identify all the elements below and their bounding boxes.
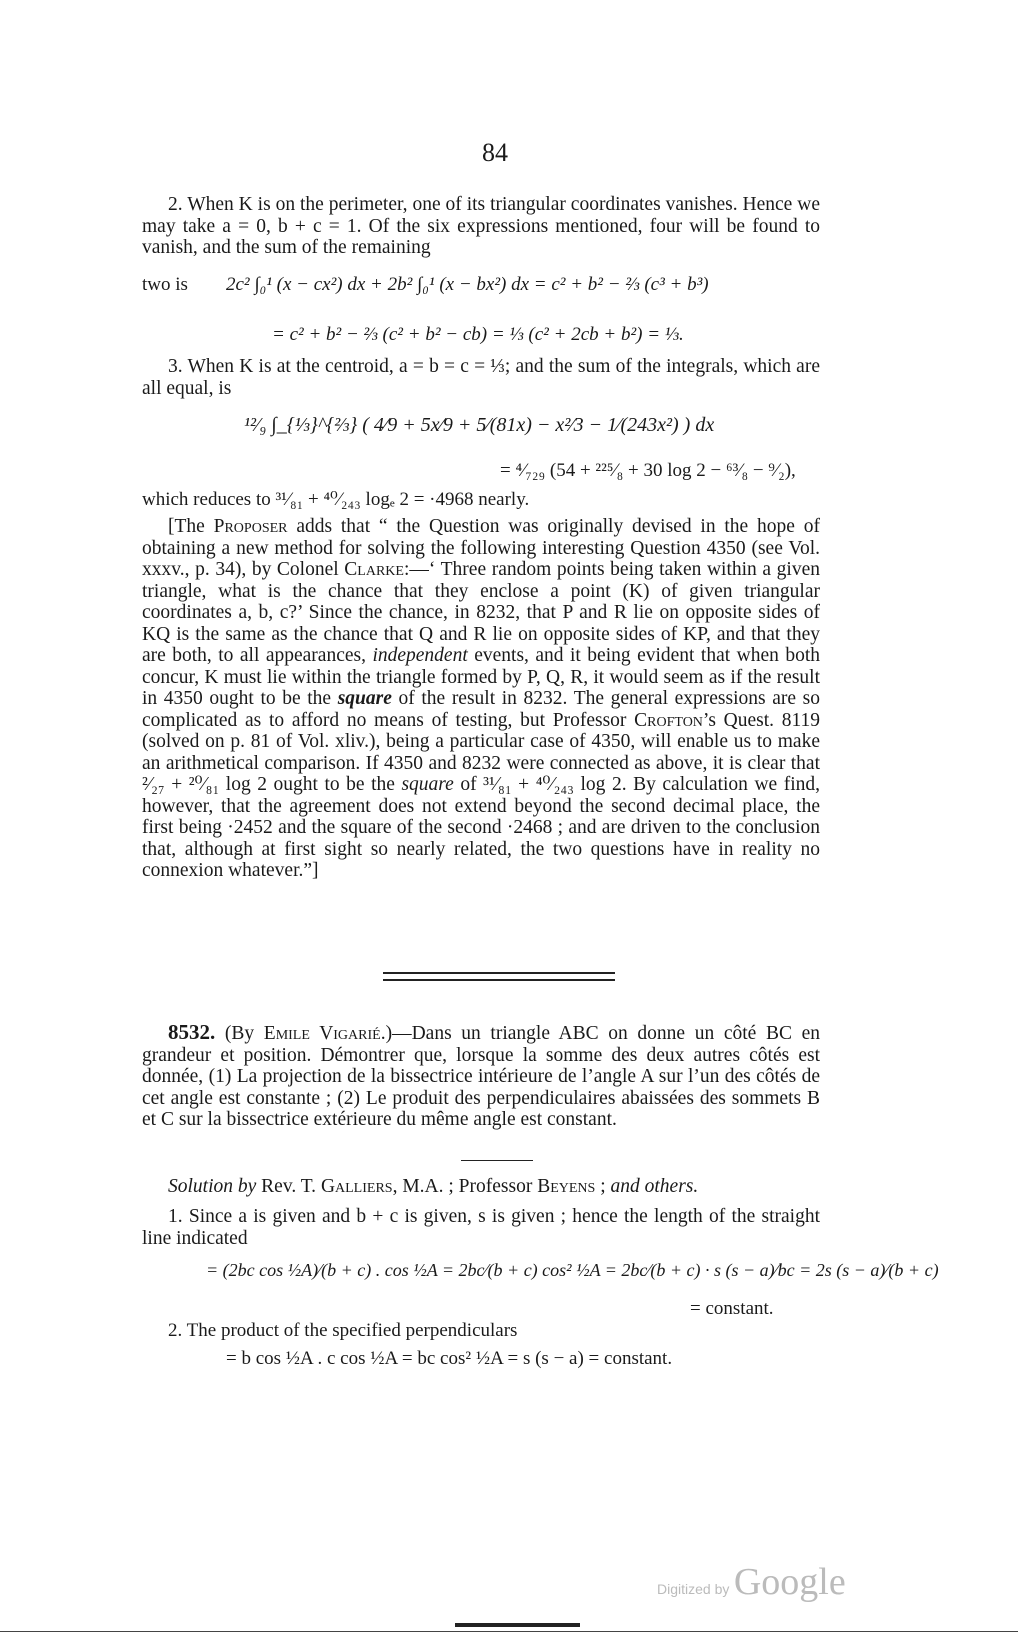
solution-label: Solution by (168, 1176, 257, 1197)
note-text: events, and it being evident that when both concur, K must lie within the triangle formed by P, Q, R, it would seem as if the result in 4350 ought to be the (142, 645, 820, 709)
scan-mark (455, 1623, 580, 1627)
page-edge (0, 1631, 1018, 1632)
equation-3a: ¹²⁄₉ ∫_{⅓}^{⅔} ( 4⁄9 + 5x⁄9 + 5⁄(81x) − x²⁄3 − 1⁄(243x²) ) dx (244, 414, 715, 436)
note-text: adds that “ the Question was originally devised in the hope of obtaining a new method for solving the following interesting Question 4350 (see Vol. xxxv., p. 34), by Colonel (142, 516, 820, 580)
solution-equation-1-end: = constant. (690, 1298, 774, 1319)
solution-part-2: 2. The product of the specified perpendiculars (168, 1320, 518, 1341)
watermark-prefix: Digitized by (657, 1581, 730, 1597)
page-number: 84 (482, 138, 508, 167)
google-watermark (657, 1560, 846, 1604)
section-2-paragraph: 2. When K is on the perimeter, one of its triangular coordinates vanishes. Hence we may take a = 0, b + c = 1. Of the six expressions mentioned, four will be found to vanish, and the sum of the remaining (142, 194, 820, 258)
question-author: Emile Vigarié (263, 1023, 381, 1044)
proposer-note (142, 516, 820, 882)
watermark-logo: Google (733, 1561, 846, 1603)
solver-others: and others. (610, 1176, 699, 1197)
note-text: ’s Quest. 8119 (solved on p. 81 of Vol. xliv.), being a particular case of 4350, will enable us to make an arithmetical comparison. If 4350 and 8232 were connected as above, it is clear that ²⁄₂₇ + ²⁰⁄₈₁ log 2 ought to be the (142, 709, 821, 795)
note-text: of the result in 8232. The general expressions are so complicated as to afford no means of testing, but Professor (142, 688, 820, 731)
solution-equation-2: = b cos ½A . c cos ½A = bc cos² ½A = s (s − a) = constant. (226, 1348, 673, 1369)
solution-credits (142, 1176, 820, 1198)
solution-equation-1: = (2bc cos ½A)⁄(b + c) . cos ½A = 2bc⁄(b + c) cos² ½A = 2bc⁄(b + c) · s (s − a)⁄bc = 2s (s − a)⁄(b + c) (206, 1260, 939, 1280)
note-text: :—‘ Three random points being taken within a given triangle, what is the chance that they enclose a point (K) of given triangular coordinates a, b, c?’ Since the chance, in 8232, that P and R lie on opposite sides of KQ is the same as the chance that Q and R lie on opposite sides of KP, and that they are both, to all appearances, (142, 559, 820, 666)
equation-2a: 2c² ∫₀¹ (x − cx²) dx + 2b² ∫₀¹ (x − bx²) dx = c² + b² − ⅔ (c³ + b³) (226, 274, 709, 295)
solver-galliers: Galliers (320, 1176, 393, 1197)
section-divider (383, 979, 615, 981)
note-text: [The (168, 516, 214, 537)
question-8532 (142, 1022, 820, 1131)
note-text: of ³¹⁄₈₁ + ⁴⁰⁄₂₄₃ log 2. By calculation we find, however, that the agreement does not extend beyond the second decimal place, the first being ·2452 and the square of the second ·2468 ; and are driven to the conclusion that, although at first sight so nearly related, the two questions have in reality no connexion whatever.”] (142, 774, 821, 881)
short-divider (461, 1160, 533, 1161)
solver-text: Rev. T. (256, 1176, 321, 1197)
proposer-name: Proposer (213, 516, 288, 537)
section-3-result: which reduces to ³¹⁄₈₁ + ⁴⁰⁄₂₄₃ logₑ 2 = ·4968 nearly. (142, 489, 530, 510)
equation-2b: = c² + b² − ⅔ (c² + b² − cb) = ⅓ (c² + 2cb + b²) = ⅓. (272, 324, 684, 345)
solver-text: , M.A. ; Professor (392, 1176, 538, 1197)
question-text: .)—Dans un triangle ABC on donne un côté BC en grandeur et position. Démontrer que, lorsque la somme des deux autres côtés est donnée, (1) La projection de la bissectrice intérieure de l’angle A sur l’un des côtés de cet angle est constante ; (2) Le produit des perpendiculaires abaissées des sommets B et C sur la bissectrice extérieure du même angle est constant. (142, 1023, 821, 1130)
solution-part-1: 1. Since a is given and b + c is given, s is given ; hence the length of the straight line indicated (142, 1206, 820, 1249)
section-2-lead: two is (142, 274, 188, 295)
independent-emphasis: independent (372, 645, 468, 666)
question-text: (By (215, 1023, 264, 1044)
solver-beyens: Beyens (537, 1176, 596, 1197)
clarke-name: Clarke (344, 559, 404, 580)
equation-3b: = ⁴⁄₇₂₉ (54 + ²²⁵⁄₈ + 30 log 2 − ⁶³⁄₈ − ⁹⁄₂), (500, 460, 796, 481)
solver-text: ; (595, 1176, 611, 1197)
question-number: 8532. (168, 1020, 216, 1044)
section-divider (383, 972, 615, 974)
crofton-name: Crofton (634, 709, 703, 731)
square-emphasis: square (337, 688, 392, 709)
square-emphasis: square (401, 774, 454, 795)
section-3-paragraph: 3. When K is at the centroid, a = b = c = ⅓; and the sum of the integrals, which are all equal, is (142, 356, 820, 399)
